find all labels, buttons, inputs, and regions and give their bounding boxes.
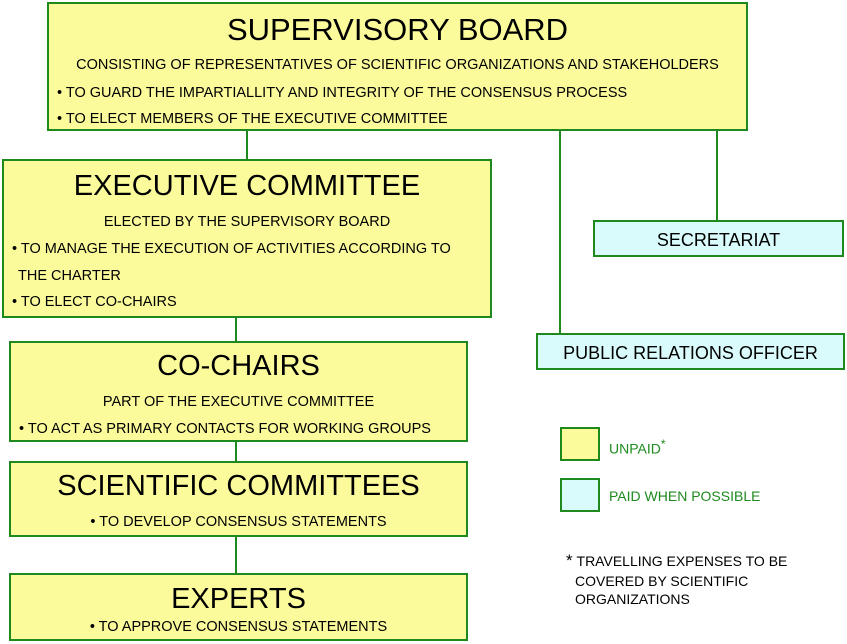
experts-box [9, 573, 468, 641]
secretariat-title: SECRETARIAT [656, 230, 781, 250]
experts-bullet: • TO APPROVE CONSENSUS STATEMENTS [89, 619, 388, 635]
connector-cochairs-scientific [235, 441, 237, 462]
secretariat-box [593, 220, 844, 257]
connector-scientific-experts [235, 536, 237, 574]
supervisory-board-bullet: • TO GUARD THE IMPARTIALLITY AND INTEGRITY OF THE CONSENSUS PROCESS [57, 85, 628, 101]
footnote [566, 550, 787, 608]
connector-executive-cochairs [235, 317, 237, 342]
supervisory-board-box [47, 2, 748, 131]
co-chairs-title: CO-CHAIRS [157, 350, 320, 382]
experts-title: EXPERTS [171, 583, 306, 615]
executive-committee-box [2, 159, 492, 318]
footnote-line [566, 550, 787, 572]
legend-unpaid-text: UNPAID [609, 440, 661, 457]
executive-committee-bullet: THE CHARTER [18, 268, 121, 284]
legend-unpaid-swatch [560, 427, 600, 461]
public-relations-officer-title: PUBLIC RELATIONS OFFICER [563, 343, 818, 363]
executive-committee-bullet: • TO MANAGE THE EXECUTION OF ACTIVITIES ACCORDING TO [12, 241, 451, 257]
supervisory-board-subtitle: CONSISTING OF REPRESENTATIVES OF SCIENTIFIC ORGANIZATIONS AND STAKEHOLDERS [76, 57, 719, 73]
footnote-asterisk: * [566, 551, 573, 570]
connector-supervisory-executive [246, 130, 248, 160]
connector-supervisory-secretariat [716, 130, 718, 221]
executive-committee-title: EXECUTIVE COMMITTEE [73, 170, 421, 202]
executive-committee-bullet: • TO ELECT CO-CHAIRS [12, 294, 177, 310]
legend-unpaid-label [609, 438, 666, 456]
public-relations-officer-box [536, 333, 845, 370]
connector-supervisory-pro [559, 130, 561, 334]
executive-committee-subtitle: ELECTED BY THE SUPERVISORY BOARD [103, 214, 391, 230]
co-chairs-box [9, 341, 468, 442]
legend-paid-label: PAID WHEN POSSIBLE [609, 488, 761, 504]
co-chairs-subtitle: PART OF THE EXECUTIVE COMMITTEE [102, 394, 375, 410]
legend-unpaid-asterisk: * [660, 437, 666, 451]
legend-paid-swatch [560, 478, 600, 512]
footnote-line: ORGANIZATIONS [575, 591, 690, 608]
footnote-line: COVERED BY SCIENTIFIC [575, 573, 749, 590]
supervisory-board-title: SUPERVISORY BOARD [226, 12, 569, 47]
scientific-committees-box [9, 461, 468, 537]
supervisory-board-bullet: • TO ELECT MEMBERS OF THE EXECUTIVE COMMITTEE [57, 111, 448, 127]
scientific-committees-title: SCIENTIFIC COMMITTEES [57, 470, 420, 502]
co-chairs-bullet: • TO ACT AS PRIMARY CONTACTS FOR WORKING GROUPS [19, 421, 431, 437]
scientific-committees-bullet: • TO DEVELOP CONSENSUS STATEMENTS [90, 514, 387, 530]
footnote-text: TRAVELLING EXPENSES TO BE [576, 553, 788, 569]
